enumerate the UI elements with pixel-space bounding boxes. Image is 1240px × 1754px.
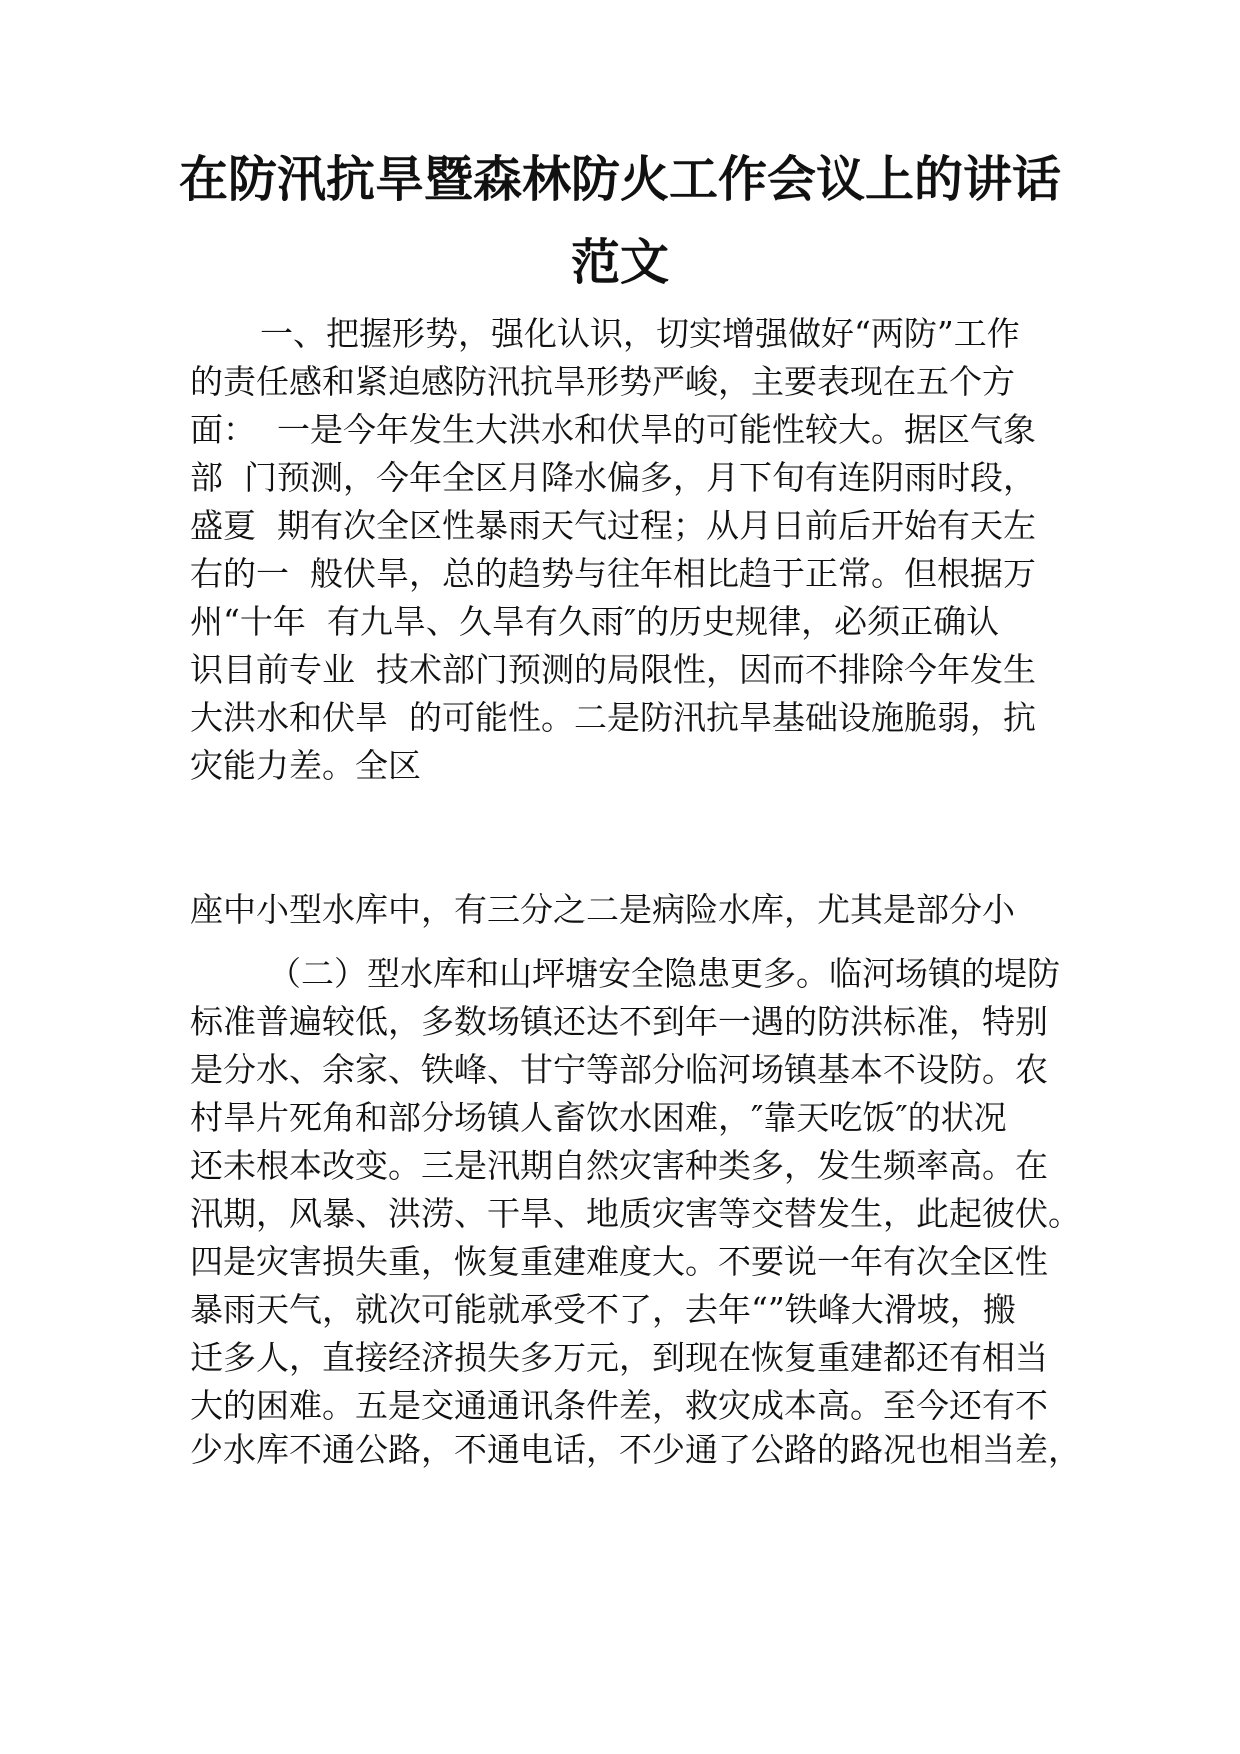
paragraph-1 bbox=[190, 310, 1060, 790]
text-line: 面： 一是今年发生大洪水和伏旱的可能性较大。据区气象 bbox=[190, 410, 1036, 449]
text-line: 暴雨天气，就次可能就承受不了，去年“”铁峰大滑坡，搬 bbox=[190, 1290, 1016, 1329]
text-line: 四是灾害损失重，恢复重建难度大。不要说一年有次全区性 bbox=[190, 1242, 1048, 1281]
text-line: （二）型水库和山坪塘安全隐患更多。临河场镇的堤防 bbox=[268, 954, 1060, 993]
text-line: 是分水、余家、铁峰、甘宁等部分临河场镇基本不设防。农 bbox=[190, 1050, 1048, 1089]
text-line: 一、把握形势，强化认识，切实增强做好“两防”工作 bbox=[260, 314, 1020, 353]
text-line: 部 门预测，今年全区月降水偏多，月下旬有连阴雨时段， bbox=[190, 458, 1036, 497]
paragraph-3 bbox=[190, 950, 1081, 1430]
text-line: 迁多人，直接经济损失多万元，到现在恢复重建都还有相当 bbox=[190, 1338, 1048, 1377]
paragraph-2 bbox=[190, 890, 1060, 930]
document-title: 在防汛抗旱暨森林防火工作会议上的讲话 bbox=[178, 151, 1061, 208]
text-line: 盛夏 期有次全区性暴雨天气过程；从月日前后开始有天左 bbox=[190, 506, 1036, 545]
text-line: 大的困难。五是交通通讯条件差，救灾成本高。至今还有不 bbox=[190, 1386, 1048, 1425]
text-line: 灾能力差。全区 bbox=[190, 746, 421, 785]
text-line: 识目前专业 技术部门预测的局限性，因而不排除今年发生 bbox=[190, 650, 1036, 689]
text-line: 标准普遍较低，多数场镇还达不到年一遇的防洪标准，特别 bbox=[190, 1002, 1048, 1041]
text-line: 州“十年 有九旱、久旱有久雨″的历史规律，必须正确认 bbox=[190, 602, 1000, 641]
text-line: 座中小型水库中，有三分之二是病险水库，尤其是部分小 bbox=[190, 890, 1015, 929]
text-line: 大洪水和伏旱 的可能性。二是防汛抗旱基础设施脆弱，抗 bbox=[190, 698, 1036, 737]
paragraph-4 bbox=[190, 1430, 1081, 1470]
text-line: 的责任感和紧迫感防汛抗旱形势严峻，主要表现在五个方 bbox=[190, 362, 1015, 401]
text-line: 还未根本改变。三是汛期自然灾害种类多，发生频率高。在 bbox=[190, 1146, 1048, 1185]
document-title-continued: 范文 bbox=[570, 234, 669, 291]
text-line: 右的一 般伏旱，总的趋势与往年相比趋于正常。但根据万 bbox=[190, 554, 1036, 593]
text-line: 少水库不通公路，不通电话，不少通了公路的路况也相当差， bbox=[190, 1430, 1081, 1469]
text-line: 村旱片死角和部分场镇人畜饮水困难，″靠天吃饭″的状况 bbox=[190, 1098, 1007, 1137]
text-line: 汛期，风暴、洪涝、干旱、地质灾害等交替发生，此起彼伏。 bbox=[190, 1194, 1081, 1233]
